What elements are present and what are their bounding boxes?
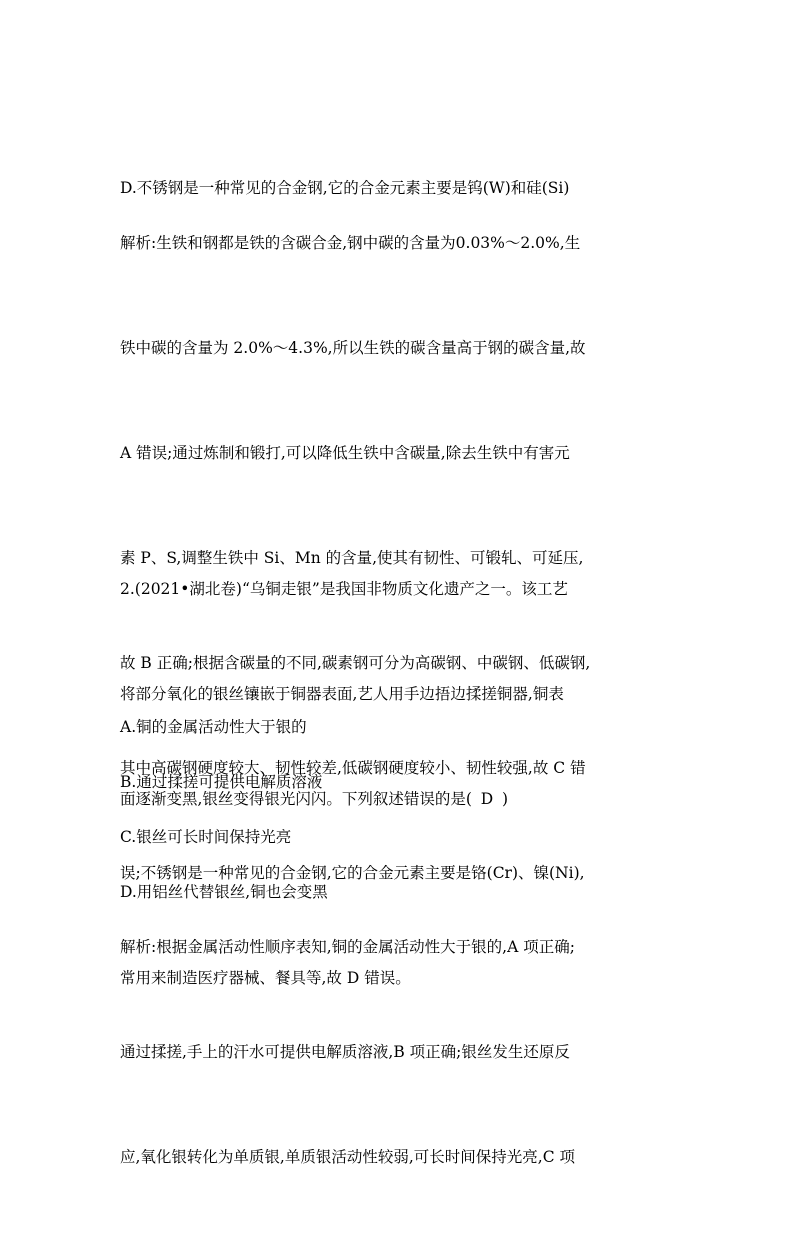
q1-analysis-line: 常用来制造医疗器械、餐具等,故 D 错误。 — [120, 969, 411, 987]
q1-analysis-line: A 错误;通过炼制和锻打,可以降低生铁中含碳量,除去生铁中有害元 — [120, 444, 570, 462]
q1-analysis-line: 解析:生铁和钢都是铁的含碳合金,钢中碳的含量为0.03%～2.0%,生 — [120, 234, 581, 252]
q2-stem-line: 将部分氧化的银丝镶嵌于铜器表面,艺人用手边捂边揉搓铜器,铜表 — [120, 685, 564, 703]
q1-analysis-line: 铁中碳的含量为 2.0%～4.3%,所以生铁的碳含量高于钢的碳含量,故 — [120, 339, 586, 357]
q2-stem-close: ) — [501, 790, 509, 808]
q1-analysis-line: 其中高碳钢硬度较大、韧性较差,低碳钢硬度较小、韧性较强,故 C 错 — [120, 759, 586, 777]
q2-analysis-line: 通过揉搓,手上的汗水可提供电解质溶液,B 项正确;银丝发生还原反 — [120, 1043, 570, 1061]
q2-option-text: B.通过揉搓可提供电解质溶液 — [120, 773, 323, 791]
q2-option-text: D.用铝丝代替银丝,铜也会变黑 — [120, 883, 328, 901]
q2-analysis-line: 应,氧化银转化为单质银,单质银活动性较弱,可长时间保持光亮,C 项 — [120, 1148, 575, 1166]
q1-analysis-line: 素 P、S,调整生铁中 Si、Mn 的含量,使其有韧性、可锻轧、可延压, — [120, 549, 584, 567]
q2-stem-line: 面逐渐变黑,银丝变得银光闪闪。下列叙述错误的是( — [120, 790, 472, 808]
q1-analysis-line: 误;不锈钢是一种常见的合金钢,它的合金元素主要是铬(Cr)、镍(Ni), — [120, 864, 585, 882]
q2-analysis — [120, 860, 690, 1245]
q1-option-d-text: D.不锈钢是一种常见的合金钢,它的合金元素主要是钨(W)和硅(Si) — [120, 179, 570, 197]
q2-analysis-line: 解析:根据金属活动性顺序表知,铜的金属活动性大于银的,A 项正确; — [120, 938, 575, 956]
q2-stem-line: 2.(2021•湖北卷)“乌铜走银”是我国非物质文化遗产之一。该工艺 — [120, 580, 568, 598]
q2-answer: D — [480, 790, 494, 808]
q2-option-text: A.铜的金属活动性大于银的 — [120, 718, 307, 736]
q1-analysis-line: 故 B 正确;根据含碳量的不同,碳素钢可分为高碳钢、中碳钢、低碳钢, — [120, 654, 591, 672]
q2-option-text: C.银丝可长时间保持光亮 — [120, 828, 292, 846]
